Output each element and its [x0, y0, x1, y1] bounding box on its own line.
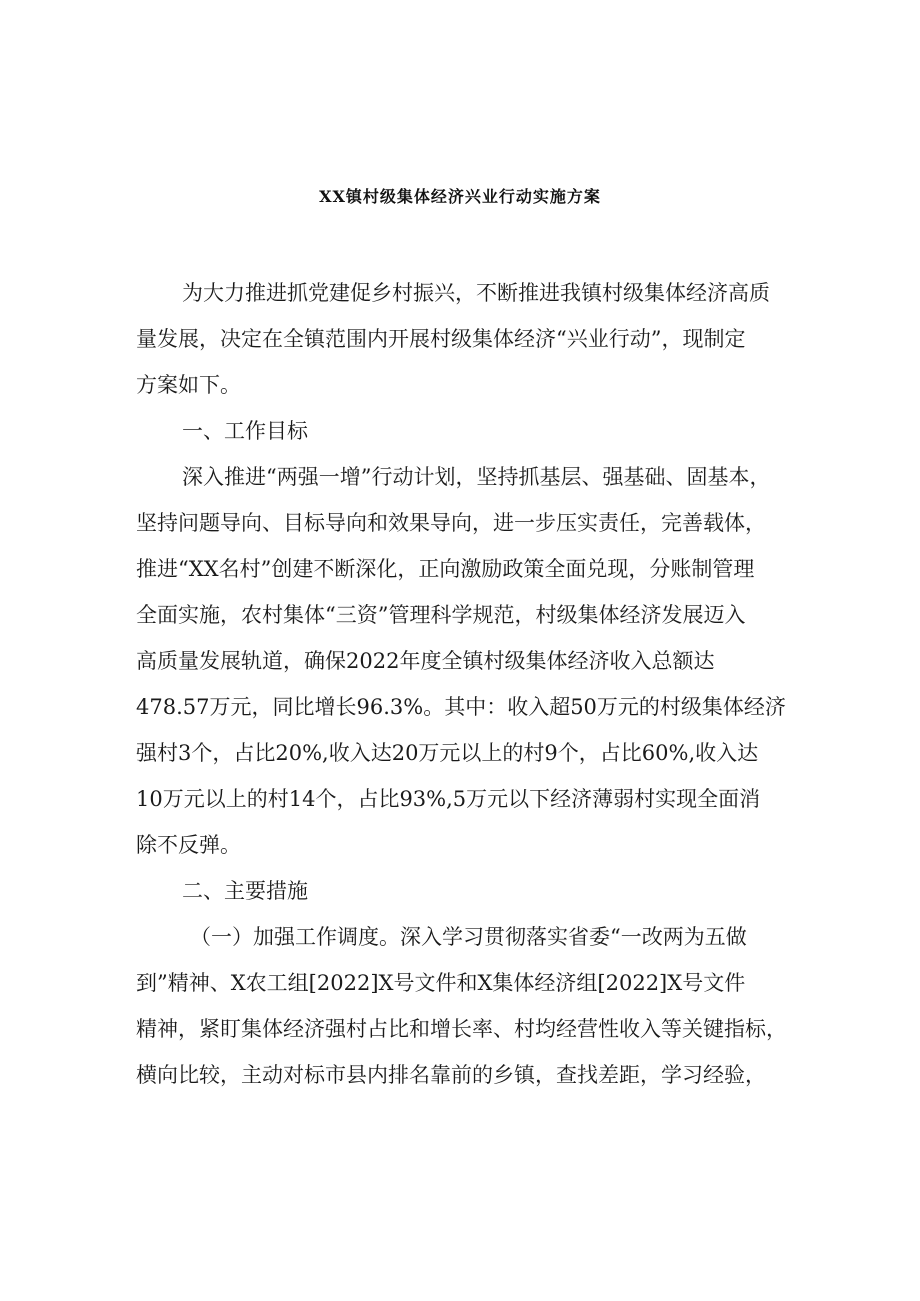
measures-line-4: 横向比较，主动对标市县内排名靠前的乡镇，查找差距，学习经验，: [136, 1063, 766, 1087]
measures-line-3: 精神，紧盯集体经济强村占比和增长率、村均经营性收入等关键指标，: [136, 1017, 787, 1041]
intro-line-1: 为大力推进抓党建促乡村振兴，不断推进我镇村级集体经济高质: [182, 281, 770, 305]
goals-line-9: 除不反弹。: [136, 833, 241, 857]
measures-line-2: 到”精神、X农工组[2022]X号文件和X集体经济组[2022]X号文件: [136, 971, 746, 995]
goals-line-3: 推进“XX名村”创建不断深化，正向激励政策全面兑现，分账制管理: [136, 557, 755, 581]
goals-line-7: 强村3个，占比20%,收入达20万元以上的村9个，占比60%,收入达: [136, 741, 759, 765]
goals-line-1: 深入推进“两强一增”行动计划，坚持抓基层、强基础、固基本，: [182, 465, 771, 489]
document-title: XX镇村级集体经济兴业行动实施方案: [319, 187, 601, 206]
measures-line-1: （一）加强工作调度。深入学习贯彻落实省委“一改两为五做: [190, 925, 747, 949]
goals-line-8: 10万元以上的村14个，占比93%,5万元以下经济薄弱村实现全面消: [136, 787, 761, 811]
goals-line-4: 全面实施，农村集体“三资”管理科学规范，村级集体经济发展迈入: [136, 603, 746, 627]
intro-line-3: 方案如下。: [136, 373, 241, 397]
intro-line-2: 量发展，决定在全镇范围内开展村级集体经济“兴业行动”，现制定: [136, 327, 746, 351]
goals-line-6: 478.57万元，同比增长96.3%。其中：收入超50万元的村级集体经济: [136, 695, 786, 719]
section-heading-goals: 一、工作目标: [182, 419, 308, 443]
goals-line-5: 高质量发展轨道，确保2022年度全镇村级集体经济收入总额达: [136, 649, 715, 673]
section-heading-measures: 二、主要措施: [182, 879, 308, 903]
goals-line-2: 坚持问题导向、目标导向和效果导向，进一步压实责任，完善载体，: [136, 511, 766, 535]
